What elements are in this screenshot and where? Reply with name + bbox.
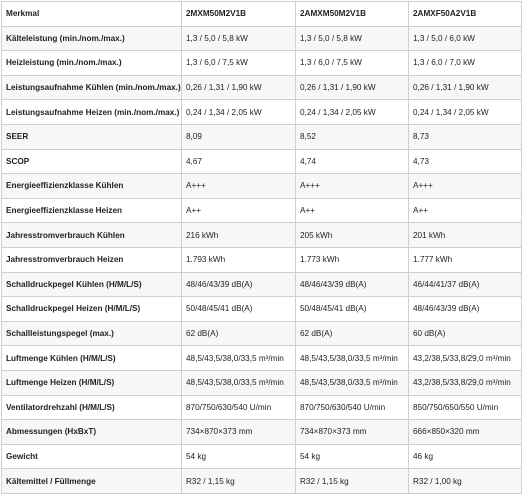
value-cell-model-3: 1,3 / 5,0 / 6,0 kW — [409, 26, 522, 51]
value-cell-model-3: 46 kg — [409, 444, 522, 469]
header-model-1: 2MXM50M2V1B — [182, 2, 296, 27]
value-cell-model-1: 48,5/43,5/38,0/33,5 m³/min — [182, 370, 296, 395]
row-label: Luftmenge Kühlen (H/M/L/S) — [2, 346, 182, 371]
value-cell-model-3: 1.777 kWh — [409, 247, 522, 272]
row-label: Luftmenge Heizen (H/M/L/S) — [2, 370, 182, 395]
row-label: SEER — [2, 124, 182, 149]
row-label: Leistungsaufnahme Kühlen (min./nom./max.) — [2, 75, 182, 100]
header-model-3: 2AMXF50A2V1B — [409, 2, 522, 27]
table-row — [2, 100, 522, 125]
row-label: Ventilatordrehzahl (H/M/L/S) — [2, 395, 182, 420]
value-cell-model-2: A++ — [296, 198, 409, 223]
table-row — [2, 370, 522, 395]
table-row — [2, 346, 522, 371]
row-label: Kälteleistung (min./nom./max.) — [2, 26, 182, 51]
value-cell-model-3: 60 dB(A) — [409, 321, 522, 346]
table-row — [2, 223, 522, 248]
table-row — [2, 321, 522, 346]
value-cell-model-2: 1,3 / 6,0 / 7,5 kW — [296, 51, 409, 76]
value-cell-model-1: 1,3 / 5,0 / 5,8 kW — [182, 26, 296, 51]
table-row — [2, 75, 522, 100]
row-label: Jahresstromverbrauch Kühlen — [2, 223, 182, 248]
value-cell-model-3: 48/46/43/39 dB(A) — [409, 297, 522, 322]
table-row — [2, 395, 522, 420]
value-cell-model-2: 50/48/45/41 dB(A) — [296, 297, 409, 322]
value-cell-model-1: 50/48/45/41 dB(A) — [182, 297, 296, 322]
value-cell-model-2: 4,74 — [296, 149, 409, 174]
table-row — [2, 124, 522, 149]
value-cell-model-2: R32 / 1,15 kg — [296, 469, 409, 494]
spec-table-body — [2, 26, 522, 493]
value-cell-model-3: 1,3 / 6,0 / 7,0 kW — [409, 51, 522, 76]
table-row — [2, 420, 522, 445]
table-row — [2, 26, 522, 51]
value-cell-model-3: R32 / 1,00 kg — [409, 469, 522, 494]
value-cell-model-2: 8,52 — [296, 124, 409, 149]
spec-table-header — [2, 2, 522, 27]
value-cell-model-1: 0,24 / 1,34 / 2,05 kW — [182, 100, 296, 125]
value-cell-model-1: 216 kWh — [182, 223, 296, 248]
value-cell-model-1: 1,3 / 6,0 / 7,5 kW — [182, 51, 296, 76]
value-cell-model-3: 0,26 / 1,31 / 1,90 kW — [409, 75, 522, 100]
value-cell-model-1: 734×870×373 mm — [182, 420, 296, 445]
value-cell-model-2: 1.773 kWh — [296, 247, 409, 272]
row-label: Schallleistungspegel (max.) — [2, 321, 182, 346]
value-cell-model-2: 0,24 / 1,34 / 2,05 kW — [296, 100, 409, 125]
table-row — [2, 297, 522, 322]
value-cell-model-2: 870/750/630/540 U/min — [296, 395, 409, 420]
row-label: SCOP — [2, 149, 182, 174]
value-cell-model-1: 0,26 / 1,31 / 1,90 kW — [182, 75, 296, 100]
value-cell-model-1: 48,5/43,5/38,0/33,5 m³/min — [182, 346, 296, 371]
value-cell-model-1: 54 kg — [182, 444, 296, 469]
row-label: Energieeffizienzklasse Kühlen — [2, 174, 182, 199]
row-label: Kältemittel / Füllmenge — [2, 469, 182, 494]
value-cell-model-2: 205 kWh — [296, 223, 409, 248]
value-cell-model-3: 666×850×320 mm — [409, 420, 522, 445]
header-feature: Merkmal — [2, 2, 182, 27]
value-cell-model-1: 48/46/43/39 dB(A) — [182, 272, 296, 297]
value-cell-model-2: 54 kg — [296, 444, 409, 469]
value-cell-model-1: 1.793 kWh — [182, 247, 296, 272]
spec-table — [1, 1, 522, 494]
value-cell-model-1: 8,09 — [182, 124, 296, 149]
value-cell-model-1: 4,67 — [182, 149, 296, 174]
table-row — [2, 174, 522, 199]
row-label: Abmessungen (HxBxT) — [2, 420, 182, 445]
value-cell-model-1: A+++ — [182, 174, 296, 199]
table-row — [2, 198, 522, 223]
value-cell-model-3: 850/750/650/550 U/min — [409, 395, 522, 420]
value-cell-model-3: 43,2/38,5/33,8/29,0 m³/min — [409, 346, 522, 371]
value-cell-model-2: 48,5/43,5/38,0/33,5 m³/min — [296, 346, 409, 371]
row-label: Schalldruckpegel Kühlen (H/M/L/S) — [2, 272, 182, 297]
value-cell-model-2: 48,5/43,5/38,0/33,5 m³/min — [296, 370, 409, 395]
header-model-2: 2AMXM50M2V1B — [296, 2, 409, 27]
value-cell-model-3: 8,73 — [409, 124, 522, 149]
value-cell-model-3: 4,73 — [409, 149, 522, 174]
value-cell-model-2: 0,26 / 1,31 / 1,90 kW — [296, 75, 409, 100]
value-cell-model-3: A++ — [409, 198, 522, 223]
value-cell-model-1: A++ — [182, 198, 296, 223]
value-cell-model-3: 0,24 / 1,34 / 2,05 kW — [409, 100, 522, 125]
row-label: Jahresstromverbrauch Heizen — [2, 247, 182, 272]
value-cell-model-2: A+++ — [296, 174, 409, 199]
value-cell-model-2: 48/46/43/39 dB(A) — [296, 272, 409, 297]
row-label: Energieeffizienzklasse Heizen — [2, 198, 182, 223]
table-row — [2, 444, 522, 469]
row-label: Gewicht — [2, 444, 182, 469]
value-cell-model-3: 201 kWh — [409, 223, 522, 248]
row-label: Heizleistung (min./nom./max.) — [2, 51, 182, 76]
value-cell-model-3: A+++ — [409, 174, 522, 199]
row-label: Leistungsaufnahme Heizen (min./nom./max.) — [2, 100, 182, 125]
header-row — [2, 2, 522, 27]
table-row — [2, 469, 522, 494]
value-cell-model-2: 62 dB(A) — [296, 321, 409, 346]
table-row — [2, 272, 522, 297]
table-row — [2, 149, 522, 174]
value-cell-model-2: 734×870×373 mm — [296, 420, 409, 445]
value-cell-model-2: 1,3 / 5,0 / 5,8 kW — [296, 26, 409, 51]
value-cell-model-1: R32 / 1,15 kg — [182, 469, 296, 494]
table-row — [2, 51, 522, 76]
value-cell-model-3: 43,2/38,5/33,8/29,0 m³/min — [409, 370, 522, 395]
value-cell-model-3: 46/44/41/37 dB(A) — [409, 272, 522, 297]
table-row — [2, 247, 522, 272]
value-cell-model-1: 870/750/630/540 U/min — [182, 395, 296, 420]
row-label: Schalldruckpegel Heizen (H/M/L/S) — [2, 297, 182, 322]
value-cell-model-1: 62 dB(A) — [182, 321, 296, 346]
